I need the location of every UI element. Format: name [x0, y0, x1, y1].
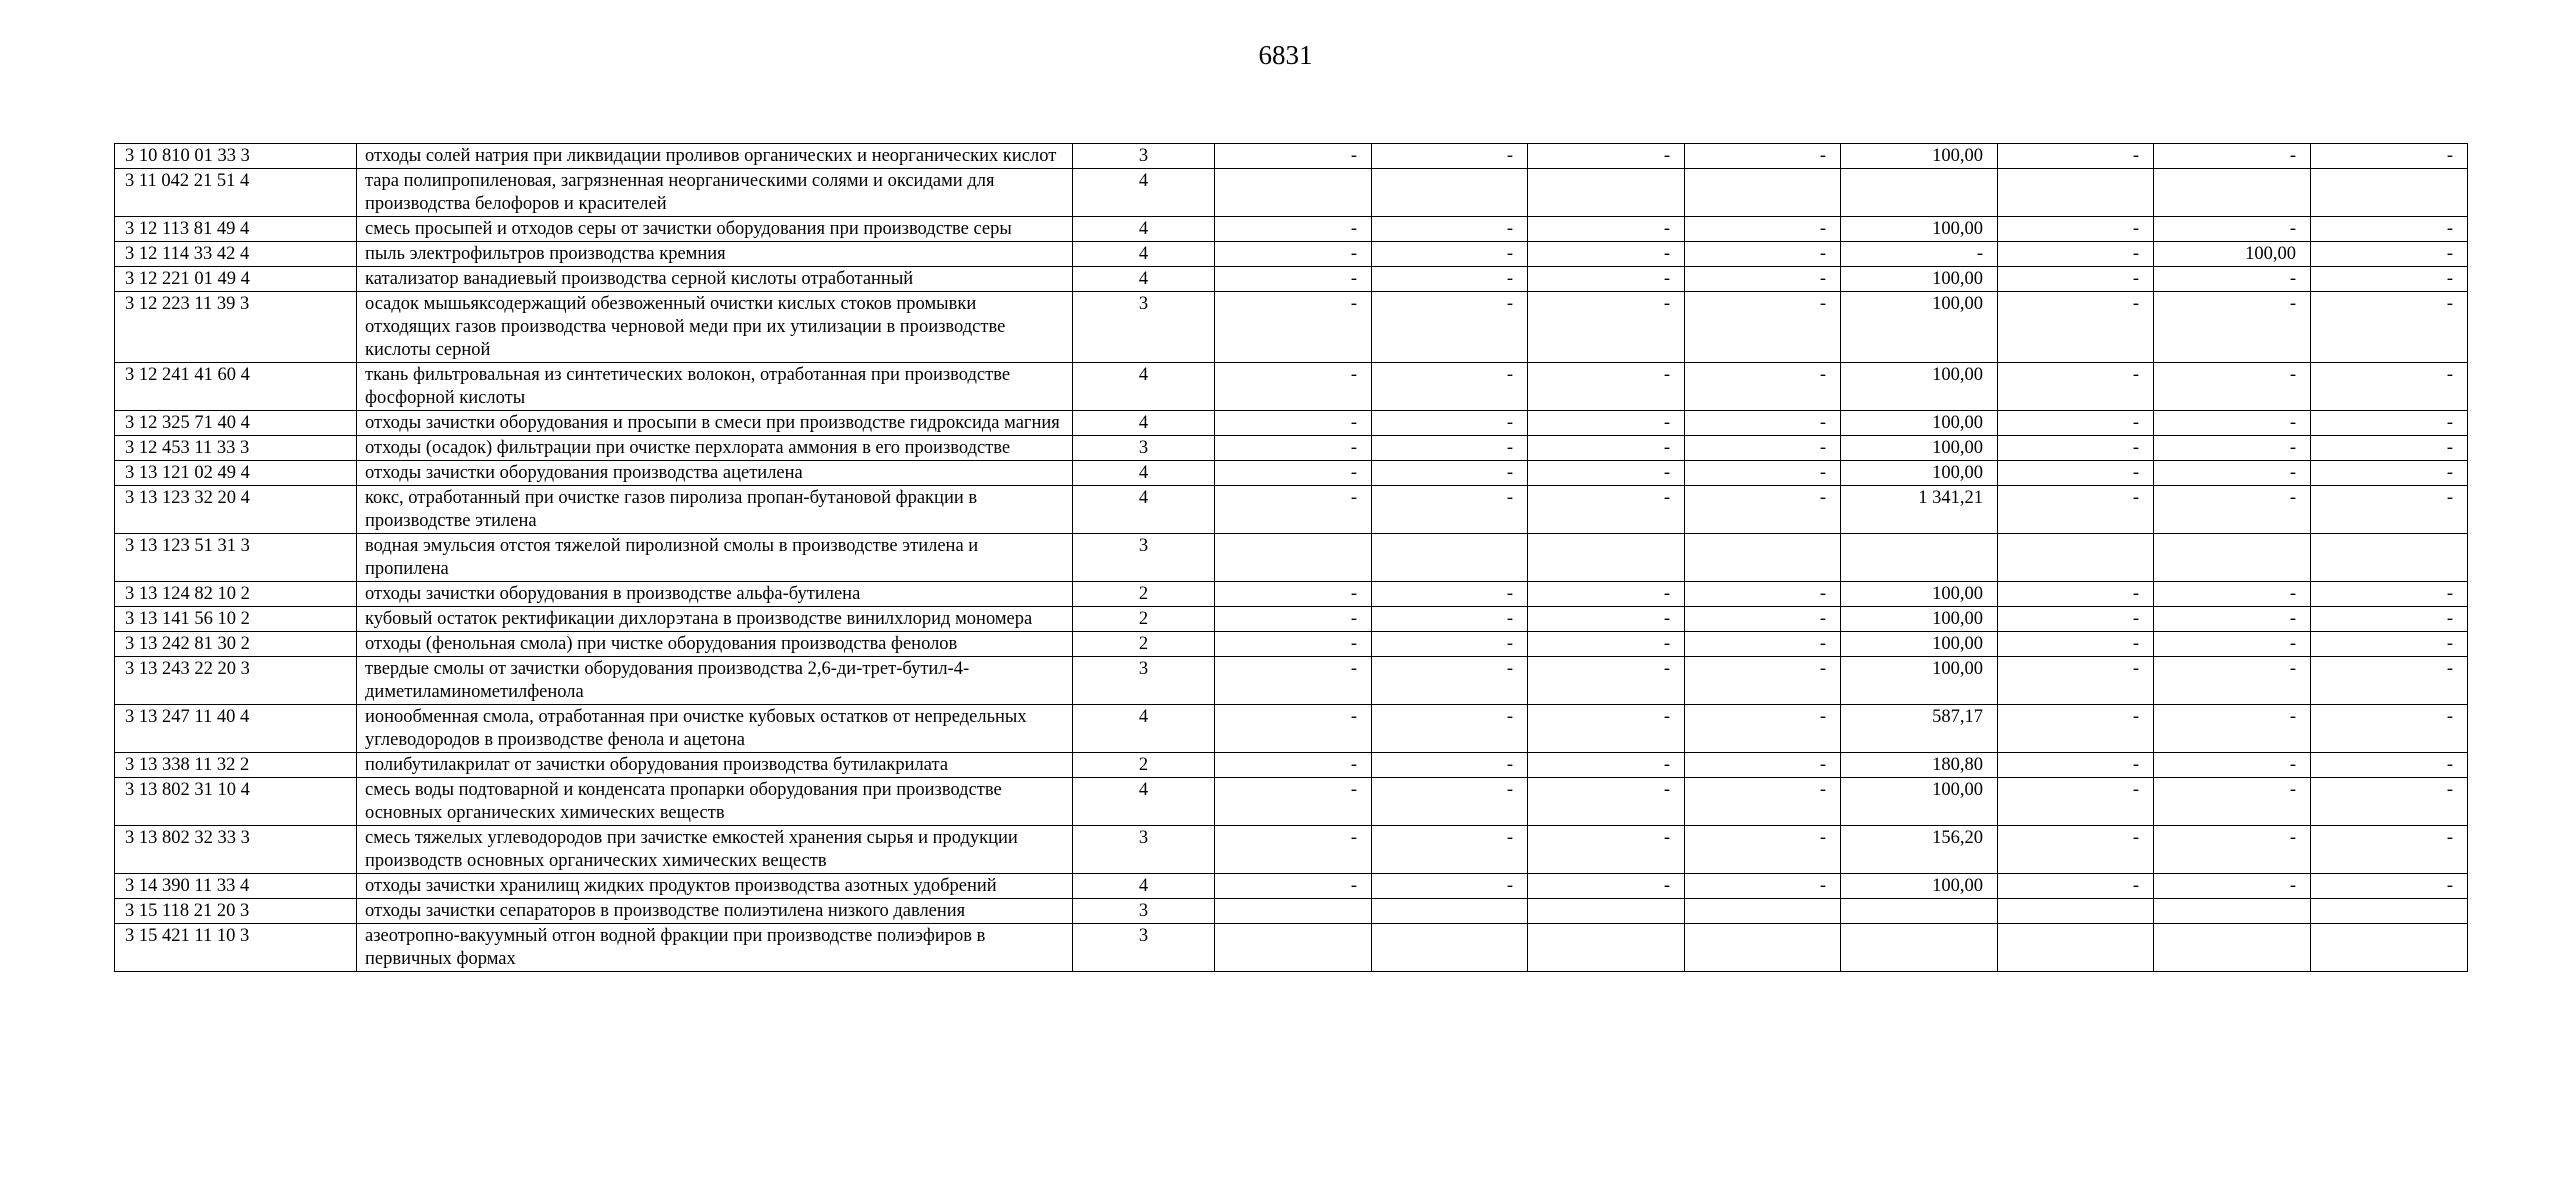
value-cell: -	[1215, 874, 1372, 899]
value-cell	[1685, 169, 1841, 217]
value-cell: -	[2311, 292, 2468, 363]
waste-name-cell: отходы зачистки сепараторов в производстве полиэтилена низкого давления	[357, 899, 1073, 924]
table-row	[115, 582, 2468, 607]
value-cell: -	[1372, 144, 1528, 169]
table-row	[115, 267, 2468, 292]
table-row	[115, 753, 2468, 778]
value-cell: -	[1372, 486, 1528, 534]
value-cell: -	[2311, 486, 2468, 534]
value-cell: -	[1528, 461, 1685, 486]
value-cell: 100,00	[1841, 267, 1998, 292]
value-cell: -	[1685, 411, 1841, 436]
hazard-class-cell: 2	[1073, 753, 1215, 778]
table-row	[115, 436, 2468, 461]
value-cell: -	[1372, 753, 1528, 778]
hazard-class-cell: 4	[1073, 267, 1215, 292]
value-cell: -	[2311, 436, 2468, 461]
waste-code-cell: 3 15 421 11 10 3	[115, 924, 357, 972]
hazard-class-cell: 3	[1073, 657, 1215, 705]
value-cell: -	[1528, 363, 1685, 411]
value-cell	[1528, 534, 1685, 582]
table-row	[115, 461, 2468, 486]
table-row	[115, 217, 2468, 242]
value-cell: -	[1998, 363, 2154, 411]
table-row	[115, 924, 2468, 972]
hazard-class-cell: 3	[1073, 436, 1215, 461]
value-cell	[1685, 534, 1841, 582]
value-cell: 100,00	[1841, 461, 1998, 486]
value-cell	[1528, 169, 1685, 217]
value-cell: -	[1528, 436, 1685, 461]
value-cell: -	[1215, 778, 1372, 826]
table-row	[115, 169, 2468, 217]
value-cell: -	[1528, 657, 1685, 705]
value-cell: 100,00	[2154, 242, 2311, 267]
hazard-class-cell: 2	[1073, 607, 1215, 632]
hazard-class-cell: 4	[1073, 874, 1215, 899]
waste-code-cell: 3 12 453 11 33 3	[115, 436, 357, 461]
waste-name-cell: тара полипропиленовая, загрязненная неорганическими солями и оксидами для производства белофоров и красителей	[357, 169, 1073, 217]
value-cell: -	[1685, 363, 1841, 411]
waste-name-cell: твердые смолы от зачистки оборудования производства 2,6-ди-трет-бутил-4-диметиламинометилфенола	[357, 657, 1073, 705]
value-cell: 100,00	[1841, 874, 1998, 899]
value-cell: -	[2311, 657, 2468, 705]
value-cell: -	[2311, 242, 2468, 267]
value-cell: -	[1998, 826, 2154, 874]
value-cell: -	[2311, 144, 2468, 169]
value-cell: -	[1685, 705, 1841, 753]
value-cell	[1998, 899, 2154, 924]
table-row	[115, 874, 2468, 899]
value-cell: -	[1998, 632, 2154, 657]
value-cell: -	[1528, 217, 1685, 242]
waste-name-cell: отходы (фенольная смола) при чистке оборудования производства фенолов	[357, 632, 1073, 657]
value-cell	[1372, 169, 1528, 217]
waste-name-cell: отходы зачистки оборудования производства ацетилена	[357, 461, 1073, 486]
value-cell	[1685, 924, 1841, 972]
value-cell	[2154, 169, 2311, 217]
waste-code-cell: 3 15 118 21 20 3	[115, 899, 357, 924]
value-cell: -	[2154, 144, 2311, 169]
value-cell: -	[1372, 242, 1528, 267]
value-cell: -	[2311, 267, 2468, 292]
waste-code-cell: 3 13 802 31 10 4	[115, 778, 357, 826]
value-cell: -	[1685, 607, 1841, 632]
table-row	[115, 144, 2468, 169]
waste-code-cell: 3 12 241 41 60 4	[115, 363, 357, 411]
value-cell	[1998, 169, 2154, 217]
value-cell: -	[2154, 632, 2311, 657]
value-cell: -	[1215, 582, 1372, 607]
waste-code-cell: 3 12 113 81 49 4	[115, 217, 357, 242]
waste-name-cell: осадок мышьяксодержащий обезвоженный очистки кислых стоков промывки отходящих газов производства черновой меди при их утилизации в производстве кислоты серной	[357, 292, 1073, 363]
value-cell: 587,17	[1841, 705, 1998, 753]
table-row	[115, 292, 2468, 363]
value-cell: -	[1372, 267, 1528, 292]
table-row	[115, 899, 2468, 924]
value-cell: 100,00	[1841, 607, 1998, 632]
value-cell: -	[1998, 486, 2154, 534]
waste-name-cell: смесь просыпей и отходов серы от зачистки оборудования при производстве серы	[357, 217, 1073, 242]
value-cell: -	[2154, 486, 2311, 534]
value-cell: -	[1372, 217, 1528, 242]
value-cell: -	[1528, 242, 1685, 267]
waste-name-cell: водная эмульсия отстоя тяжелой пиролизной смолы в производстве этилена и пропилена	[357, 534, 1073, 582]
waste-table	[114, 143, 2468, 972]
waste-name-cell: отходы зачистки оборудования и просыпи в смеси при производстве гидроксида магния	[357, 411, 1073, 436]
waste-name-cell: отходы зачистки оборудования в производстве альфа-бутилена	[357, 582, 1073, 607]
value-cell: -	[1372, 826, 1528, 874]
value-cell: -	[1215, 461, 1372, 486]
value-cell	[1528, 924, 1685, 972]
hazard-class-cell: 3	[1073, 924, 1215, 972]
waste-name-cell: азеотропно-вакуумный отгон водной фракции при производстве полиэфиров в первичных формах	[357, 924, 1073, 972]
value-cell: -	[2311, 778, 2468, 826]
value-cell: -	[1528, 753, 1685, 778]
value-cell	[2311, 899, 2468, 924]
value-cell: -	[1215, 144, 1372, 169]
value-cell: 100,00	[1841, 582, 1998, 607]
value-cell: -	[1528, 144, 1685, 169]
hazard-class-cell: 2	[1073, 582, 1215, 607]
value-cell	[1528, 899, 1685, 924]
value-cell: -	[1998, 657, 2154, 705]
value-cell: -	[2311, 363, 2468, 411]
value-cell	[1998, 924, 2154, 972]
waste-code-cell: 3 13 121 02 49 4	[115, 461, 357, 486]
value-cell: -	[1998, 292, 2154, 363]
waste-name-cell: катализатор ванадиевый производства серной кислоты отработанный	[357, 267, 1073, 292]
value-cell: -	[1998, 436, 2154, 461]
value-cell: -	[1528, 411, 1685, 436]
value-cell: -	[1215, 632, 1372, 657]
waste-code-cell: 3 13 247 11 40 4	[115, 705, 357, 753]
value-cell: 100,00	[1841, 144, 1998, 169]
value-cell: -	[1215, 753, 1372, 778]
value-cell: -	[1685, 436, 1841, 461]
value-cell: 156,20	[1841, 826, 1998, 874]
value-cell	[1372, 924, 1528, 972]
value-cell: -	[1998, 242, 2154, 267]
value-cell: -	[2154, 753, 2311, 778]
value-cell: -	[1998, 778, 2154, 826]
value-cell: -	[2311, 217, 2468, 242]
value-cell: -	[2154, 778, 2311, 826]
table-body	[115, 144, 2468, 972]
value-cell: -	[2154, 267, 2311, 292]
value-cell: -	[1841, 242, 1998, 267]
value-cell: -	[1372, 657, 1528, 705]
value-cell: -	[1215, 486, 1372, 534]
value-cell: -	[1372, 607, 1528, 632]
value-cell	[2154, 534, 2311, 582]
value-cell: -	[1998, 582, 2154, 607]
table-row	[115, 826, 2468, 874]
value-cell: -	[1215, 607, 1372, 632]
value-cell: 1 341,21	[1841, 486, 1998, 534]
value-cell: -	[2154, 657, 2311, 705]
value-cell: -	[1685, 874, 1841, 899]
value-cell: 100,00	[1841, 363, 1998, 411]
value-cell: -	[1998, 461, 2154, 486]
waste-code-cell: 3 13 243 22 20 3	[115, 657, 357, 705]
value-cell: -	[1372, 292, 1528, 363]
value-cell: 180,80	[1841, 753, 1998, 778]
value-cell: -	[1998, 267, 2154, 292]
value-cell	[2311, 169, 2468, 217]
value-cell: -	[1998, 607, 2154, 632]
value-cell: -	[1528, 486, 1685, 534]
hazard-class-cell: 3	[1073, 144, 1215, 169]
waste-code-cell: 3 13 123 32 20 4	[115, 486, 357, 534]
waste-code-cell: 3 11 042 21 51 4	[115, 169, 357, 217]
value-cell: -	[1215, 242, 1372, 267]
table-row	[115, 705, 2468, 753]
value-cell: -	[2154, 705, 2311, 753]
value-cell	[1998, 534, 2154, 582]
value-cell: -	[2311, 753, 2468, 778]
waste-name-cell: отходы зачистки хранилищ жидких продуктов производства азотных удобрений	[357, 874, 1073, 899]
value-cell: -	[1685, 144, 1841, 169]
hazard-class-cell: 4	[1073, 486, 1215, 534]
value-cell: -	[2311, 582, 2468, 607]
waste-code-cell: 3 12 221 01 49 4	[115, 267, 357, 292]
value-cell	[1841, 534, 1998, 582]
value-cell: -	[2311, 632, 2468, 657]
value-cell: -	[1215, 363, 1372, 411]
hazard-class-cell: 4	[1073, 411, 1215, 436]
waste-code-cell: 3 13 124 82 10 2	[115, 582, 357, 607]
waste-name-cell: смесь тяжелых углеводородов при зачистке емкостей хранения сырья и продукции производств основных органических химических веществ	[357, 826, 1073, 874]
value-cell: -	[1215, 657, 1372, 705]
value-cell	[1372, 899, 1528, 924]
value-cell: -	[1215, 826, 1372, 874]
value-cell: -	[1685, 267, 1841, 292]
value-cell	[1215, 899, 1372, 924]
value-cell: -	[1528, 292, 1685, 363]
waste-code-cell: 3 13 338 11 32 2	[115, 753, 357, 778]
value-cell: -	[1685, 242, 1841, 267]
value-cell	[1215, 534, 1372, 582]
value-cell: -	[1528, 267, 1685, 292]
value-cell: -	[2154, 826, 2311, 874]
waste-code-cell: 3 13 141 56 10 2	[115, 607, 357, 632]
value-cell: -	[1528, 705, 1685, 753]
hazard-class-cell: 4	[1073, 778, 1215, 826]
value-cell: -	[1998, 753, 2154, 778]
value-cell: 100,00	[1841, 292, 1998, 363]
waste-name-cell: отходы (осадок) фильтрации при очистке перхлората аммония в его производстве	[357, 436, 1073, 461]
value-cell: -	[1528, 874, 1685, 899]
value-cell: -	[2311, 461, 2468, 486]
value-cell: -	[1215, 292, 1372, 363]
value-cell	[2154, 924, 2311, 972]
waste-code-cell: 3 13 123 51 31 3	[115, 534, 357, 582]
value-cell: -	[2311, 607, 2468, 632]
hazard-class-cell: 4	[1073, 461, 1215, 486]
value-cell	[1215, 169, 1372, 217]
value-cell: -	[2154, 363, 2311, 411]
value-cell: -	[1215, 217, 1372, 242]
hazard-class-cell: 3	[1073, 292, 1215, 363]
waste-code-cell: 3 12 114 33 42 4	[115, 242, 357, 267]
value-cell: -	[2154, 607, 2311, 632]
value-cell: -	[1372, 436, 1528, 461]
table-row	[115, 657, 2468, 705]
waste-code-cell: 3 12 325 71 40 4	[115, 411, 357, 436]
value-cell	[1685, 899, 1841, 924]
hazard-class-cell: 3	[1073, 826, 1215, 874]
value-cell	[1841, 899, 1998, 924]
value-cell: -	[1685, 753, 1841, 778]
value-cell: 100,00	[1841, 778, 1998, 826]
hazard-class-cell: 2	[1073, 632, 1215, 657]
value-cell: -	[2154, 411, 2311, 436]
value-cell: -	[1215, 411, 1372, 436]
value-cell: -	[1528, 632, 1685, 657]
value-cell: -	[2311, 411, 2468, 436]
value-cell	[1215, 924, 1372, 972]
value-cell: -	[1685, 632, 1841, 657]
value-cell: -	[1998, 874, 2154, 899]
value-cell: -	[1998, 144, 2154, 169]
page-number: 6831	[1258, 40, 1313, 70]
value-cell: -	[1372, 778, 1528, 826]
hazard-class-cell: 4	[1073, 242, 1215, 267]
value-cell: -	[1685, 217, 1841, 242]
value-cell: -	[1685, 826, 1841, 874]
value-cell: -	[1215, 267, 1372, 292]
value-cell: -	[1528, 778, 1685, 826]
value-cell: -	[1685, 778, 1841, 826]
value-cell: 100,00	[1841, 632, 1998, 657]
value-cell: -	[2154, 874, 2311, 899]
value-cell: 100,00	[1841, 657, 1998, 705]
value-cell: -	[2154, 436, 2311, 461]
table-row	[115, 632, 2468, 657]
value-cell: -	[1372, 582, 1528, 607]
value-cell: -	[1685, 292, 1841, 363]
hazard-class-cell: 4	[1073, 363, 1215, 411]
value-cell: -	[1372, 461, 1528, 486]
value-cell: -	[1215, 705, 1372, 753]
value-cell: 100,00	[1841, 436, 1998, 461]
table-row	[115, 607, 2468, 632]
table-row	[115, 411, 2468, 436]
value-cell	[2154, 899, 2311, 924]
waste-code-cell: 3 14 390 11 33 4	[115, 874, 357, 899]
waste-code-cell: 3 12 223 11 39 3	[115, 292, 357, 363]
value-cell: 100,00	[1841, 217, 1998, 242]
value-cell	[1841, 924, 1998, 972]
value-cell: -	[2154, 217, 2311, 242]
hazard-class-cell: 3	[1073, 534, 1215, 582]
table-row	[115, 778, 2468, 826]
waste-name-cell: кокс, отработанный при очистке газов пиролиза пропан-бутановой фракции в производстве этилена	[357, 486, 1073, 534]
waste-name-cell: ионообменная смола, отработанная при очистке кубовых остатков от непредельных углеводородов в производстве фенола и ацетона	[357, 705, 1073, 753]
value-cell: -	[1685, 461, 1841, 486]
value-cell: -	[1215, 436, 1372, 461]
value-cell: -	[2311, 826, 2468, 874]
value-cell: -	[1685, 582, 1841, 607]
waste-code-cell: 3 13 242 81 30 2	[115, 632, 357, 657]
waste-name-cell: смесь воды подтоварной и конденсата пропарки оборудования при производстве основных органических химических веществ	[357, 778, 1073, 826]
table-row	[115, 486, 2468, 534]
table-row	[115, 242, 2468, 267]
value-cell	[1372, 534, 1528, 582]
value-cell: -	[1372, 411, 1528, 436]
value-cell: -	[2311, 874, 2468, 899]
waste-name-cell: кубовый остаток ректификации дихлорэтана в производстве винилхлорид мономера	[357, 607, 1073, 632]
value-cell: -	[1685, 657, 1841, 705]
value-cell: -	[1372, 874, 1528, 899]
hazard-class-cell: 4	[1073, 169, 1215, 217]
value-cell: -	[1528, 607, 1685, 632]
table-row	[115, 534, 2468, 582]
hazard-class-cell: 3	[1073, 899, 1215, 924]
value-cell: 100,00	[1841, 411, 1998, 436]
value-cell: -	[1372, 705, 1528, 753]
hazard-class-cell: 4	[1073, 217, 1215, 242]
value-cell: -	[2154, 292, 2311, 363]
value-cell: -	[2311, 705, 2468, 753]
value-cell: -	[1372, 363, 1528, 411]
value-cell: -	[2154, 582, 2311, 607]
value-cell: -	[1998, 217, 2154, 242]
waste-name-cell: пыль электрофильтров производства кремния	[357, 242, 1073, 267]
value-cell	[2311, 534, 2468, 582]
value-cell: -	[1372, 632, 1528, 657]
value-cell	[1841, 169, 1998, 217]
waste-name-cell: отходы солей натрия при ликвидации проливов органических и неорганических кислот	[357, 144, 1073, 169]
value-cell	[2311, 924, 2468, 972]
value-cell: -	[1685, 486, 1841, 534]
waste-name-cell: полибутилакрилат от зачистки оборудования производства бутилакрилата	[357, 753, 1073, 778]
value-cell: -	[1528, 826, 1685, 874]
waste-code-cell: 3 13 802 32 33 3	[115, 826, 357, 874]
waste-name-cell: ткань фильтровальная из синтетических волокон, отработанная при производстве фосфорной кислоты	[357, 363, 1073, 411]
value-cell: -	[1998, 705, 2154, 753]
waste-code-cell: 3 10 810 01 33 3	[115, 144, 357, 169]
value-cell: -	[1528, 582, 1685, 607]
table-row	[115, 363, 2468, 411]
value-cell: -	[2154, 461, 2311, 486]
value-cell: -	[1998, 411, 2154, 436]
hazard-class-cell: 4	[1073, 705, 1215, 753]
